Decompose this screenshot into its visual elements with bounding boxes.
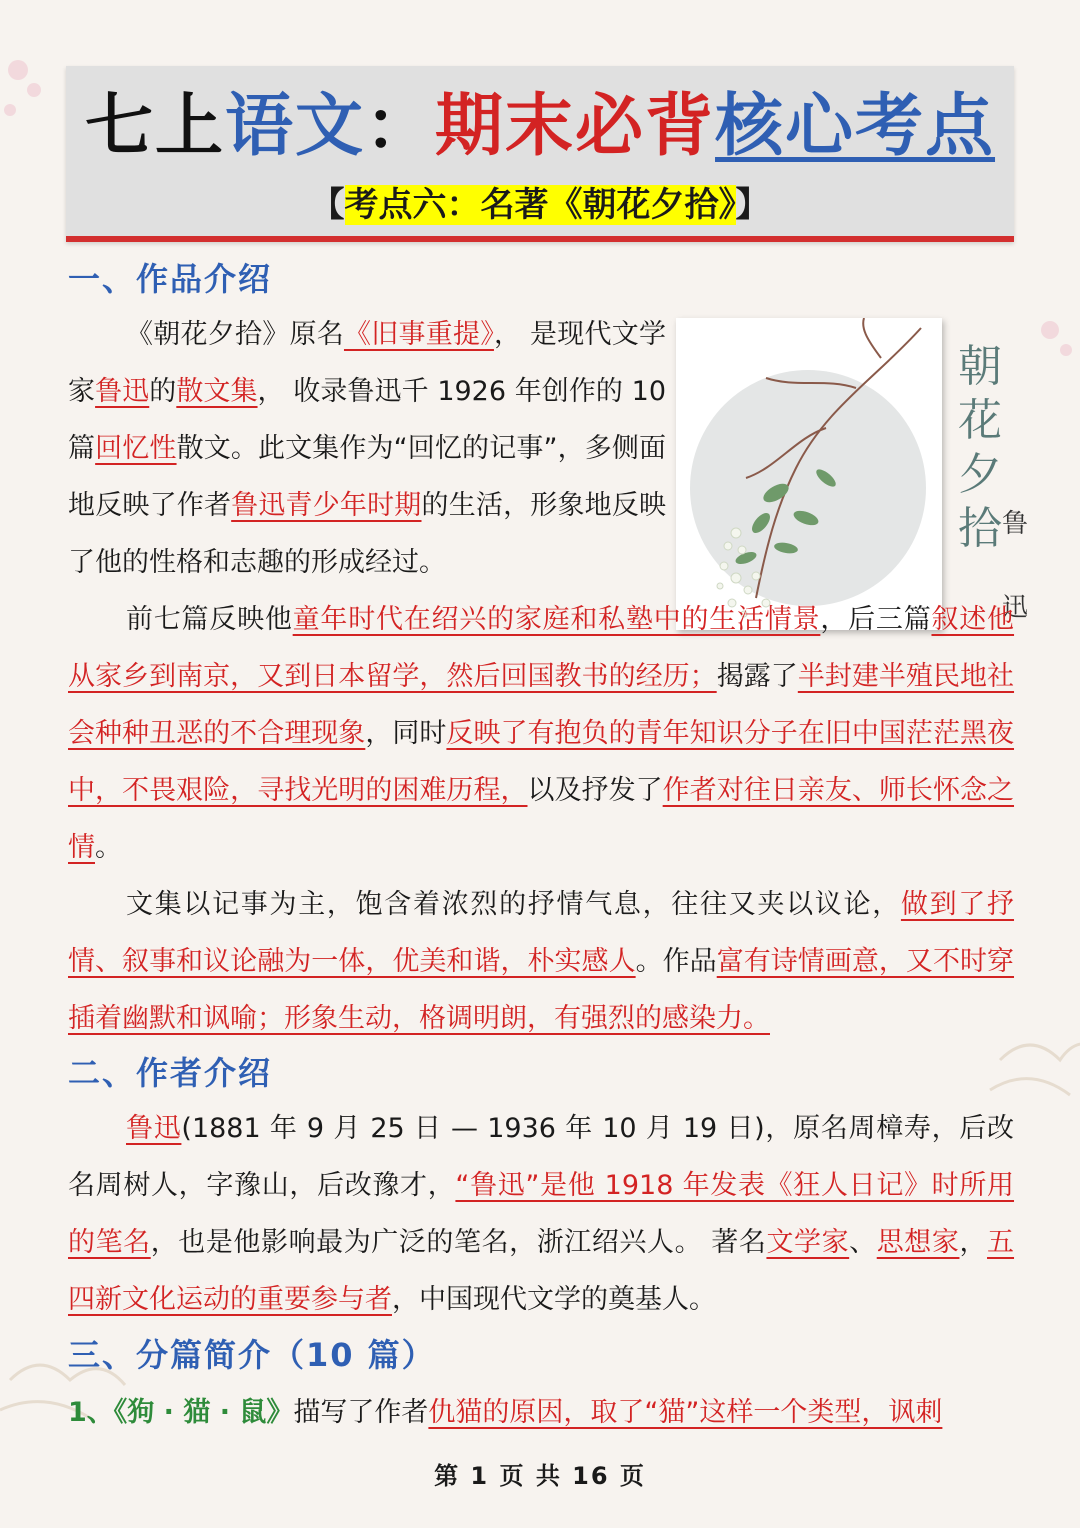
key-term: 做到了抒情、叙事和议论融为一体，优美和谐，朴实感人	[68, 889, 1015, 977]
text-span: ， 收录鲁迅千 1926 年创作的 10 篇	[68, 376, 667, 464]
header-divider	[66, 236, 1014, 242]
text-span: 。	[95, 832, 122, 863]
text-span: 散文。此文集作为“回忆的记事”，多侧面地反映了作者	[68, 433, 667, 521]
illustration-vertical-title: 朝花夕拾	[958, 341, 1002, 554]
subtitle-book: 名著《朝花夕拾》	[480, 185, 736, 225]
chapter-item-1	[68, 1384, 1014, 1441]
key-term: 反映了有抱负的青年知识分子在旧中国茫茫黑夜中，不畏艰险，寻找光明的困难历程，	[68, 718, 1015, 806]
key-term: 五四新文化运动的重要参与者	[68, 1227, 1015, 1315]
author-paragraph	[68, 1100, 1014, 1328]
text-span: 的生活，形象地反映了他的性格和志趣的形成经过。	[68, 490, 667, 578]
key-term: 回忆性	[95, 433, 177, 464]
key-term: 鲁迅	[126, 1113, 182, 1144]
intro-paragraph-2	[68, 591, 1014, 1047]
header-banner	[66, 66, 1014, 242]
text-span: ，同时	[365, 718, 447, 749]
flower-branch-illustration	[676, 318, 942, 630]
intro-paragraph-1	[68, 306, 666, 591]
key-term: 文学家	[766, 1227, 850, 1258]
text-span: ，也是他影响最为广泛的笔名，浙江绍兴人。 著名	[150, 1227, 767, 1258]
text-span: 。作品	[635, 946, 717, 977]
text-span: 的	[149, 376, 177, 407]
key-term: 童年时代在绍兴的家庭和私塾中的生活情景	[292, 604, 821, 635]
text-span: 文集以记事为主，饱含着浓烈的抒情气息，往往又夹以议论，	[126, 889, 901, 920]
text-span: ，中国现代文学的奠基人。	[392, 1284, 716, 1315]
title-part-core: 核心考点	[715, 87, 996, 166]
text-span: 揭露了	[716, 661, 798, 692]
illustration-vertical-author: 鲁迅	[1001, 509, 1028, 623]
text-span: ，	[959, 1227, 988, 1258]
chapter-title: 1、《狗 · 猫 · 鼠》	[68, 1397, 294, 1428]
key-term: 散文集	[176, 376, 258, 407]
page-subtitle	[66, 180, 1014, 230]
text-span: 前七篇反映他	[126, 604, 293, 635]
text-span: 、	[849, 1227, 877, 1258]
text-span: ，后三篇	[820, 604, 932, 635]
key-term: 鲁迅	[95, 376, 150, 407]
subtitle-topic-number: 考点六：	[344, 185, 481, 225]
key-term: 作者对往日亲友、师长怀念之情	[68, 775, 1015, 863]
text-span: 描写了作者	[293, 1397, 429, 1428]
book-illustration	[676, 318, 942, 630]
key-term: 思想家	[876, 1227, 960, 1258]
title-part-subject: 语文	[224, 87, 365, 166]
key-term: 鲁迅青少年时期	[231, 490, 422, 521]
subtitle-close-bracket: 】	[735, 185, 770, 225]
key-term: 半封建半殖民地社会种种丑恶的不合理现象	[68, 661, 1015, 749]
key-term: 仇猫的原因，取了“猫”这样一个类型，讽刺	[428, 1397, 943, 1428]
title-part-must: 期末必背	[435, 87, 716, 166]
key-term: 富有诗情画意，又不时穿插着幽默和讽喻；形象生动，格调明朗，有强烈的感染力。	[68, 946, 1015, 1034]
key-term: “鲁迅”是他 1918 年发表《狂人日记》时所用的笔名	[68, 1170, 1015, 1258]
subtitle-open-bracket: 【	[310, 185, 345, 225]
text-span: 《朝花夕拾》原名	[126, 319, 344, 350]
section-heading-chapters: 三、分篇简介（10 篇）	[68, 1336, 436, 1374]
key-term: 《旧事重提》	[343, 319, 494, 350]
section-heading-author: 二、作者介绍	[68, 1054, 273, 1092]
section-heading-intro: 一、作品介绍	[68, 260, 273, 298]
text-span: ， 是现代文学家	[68, 319, 667, 407]
page-title	[66, 84, 1014, 170]
title-part-grade: 七上	[84, 87, 225, 166]
title-part-colon: ：	[364, 87, 435, 166]
page-number: 第 1 页 共 16 页	[434, 1462, 646, 1490]
key-term: 叙述他从家乡到南京，又到日本留学，然后回国教书的经历；	[68, 604, 1015, 692]
subtitle-highlight	[345, 185, 736, 225]
text-span: 以及抒发了	[527, 775, 663, 806]
text-span: (1881 年 9 月 25 日 — 1936 年 10 月 19 日)，原名周樟寿，后改名周树人，字豫山，后改豫才，	[68, 1113, 1015, 1201]
